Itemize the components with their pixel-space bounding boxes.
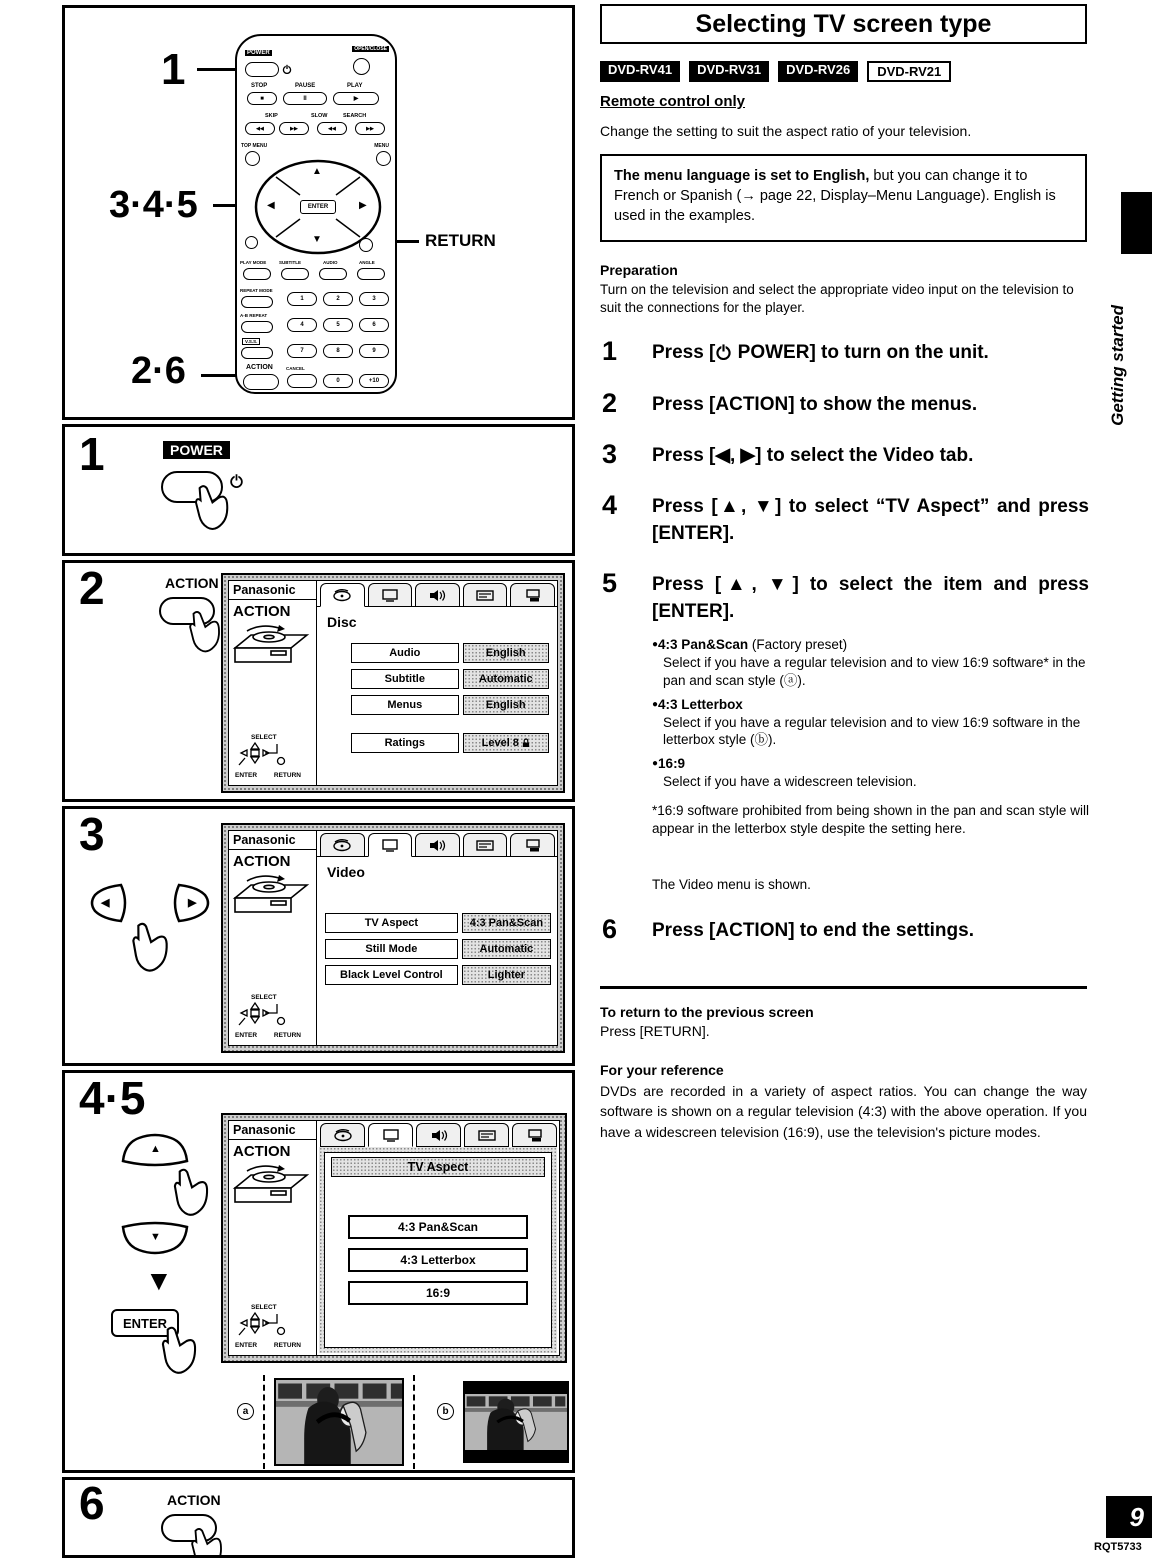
others-icon (523, 589, 543, 602)
tab-bar (320, 1123, 557, 1147)
aspect-dialog-title: TV Aspect (331, 1157, 545, 1177)
power-icon (715, 343, 732, 360)
select-label: SELECT (251, 1304, 277, 1311)
step-5-options (652, 636, 1089, 791)
right-icon: ▶ (188, 897, 197, 909)
aspect-dialog-frame (319, 1147, 557, 1353)
row-value: Level 8 (463, 733, 549, 753)
return-button[interactable] (359, 238, 373, 252)
aspect-option[interactable]: 4:3 Letterbox (348, 1248, 528, 1272)
others-icon (525, 1129, 545, 1142)
display-icon (477, 1129, 497, 1142)
digit-label: 4 (300, 322, 304, 328)
nav-left-icon[interactable]: ◀ (267, 200, 275, 211)
speaker-icon (427, 839, 447, 852)
row-label: Audio (351, 643, 459, 663)
digit-1-button[interactable] (287, 292, 317, 306)
row-label: TV Aspect (325, 913, 458, 933)
tab-disc[interactable] (320, 1123, 365, 1147)
step-panel-3 (62, 806, 575, 1066)
step-5-number: 5 (602, 568, 618, 598)
tab-others[interactable] (510, 583, 555, 607)
monitor-icon (380, 839, 400, 852)
step-4-number: 4 (602, 490, 618, 520)
skip-label: SKIP (265, 113, 278, 119)
dvd-player-icon (229, 873, 313, 919)
play-mode-button[interactable] (243, 268, 271, 280)
enter-label: ENTER (235, 772, 258, 779)
step-2-number: 2 (602, 388, 618, 418)
digit-9-button[interactable] (359, 344, 389, 358)
display-icon (475, 839, 495, 852)
row-value: Automatic (462, 939, 551, 959)
angle-label: ANGLE (359, 260, 375, 265)
tab-bar (320, 583, 555, 607)
digit-5-button[interactable] (323, 318, 353, 332)
aspect-option[interactable]: 16:9 (348, 1281, 528, 1305)
slow-label: SLOW (311, 113, 328, 119)
step-4-text: Press [▲, ▼] to select “TV Aspect” and press [ENTER]. (652, 496, 1089, 544)
digit-7-button[interactable] (287, 344, 317, 358)
digit-label: 7 (300, 348, 304, 354)
row-label: Still Mode (325, 939, 458, 959)
skip-back-icon: ◀◀ (256, 125, 264, 132)
callout-26-line (201, 374, 237, 377)
monitor-icon (381, 1129, 401, 1142)
tv-left-panel (229, 831, 317, 1045)
reference-heading: For your reference (600, 1062, 724, 1078)
ab-repeat-label: A-B REPEAT (240, 313, 268, 318)
row-value: Lighter (462, 965, 551, 985)
option-body: Select if you have a widescreen television. (663, 774, 917, 790)
play-button[interactable] (333, 92, 379, 105)
step-3-number: 3 (602, 439, 618, 469)
down-icon: ▼ (150, 1231, 161, 1243)
tv-left-panel (229, 1121, 317, 1355)
digit-label: 2 (336, 296, 340, 302)
step-1-post: ] to turn on the unit. (809, 342, 989, 363)
brand-logo: Panasonic (229, 1121, 316, 1140)
stop-icon: ■ (260, 95, 264, 102)
play-icon: ▶ (353, 96, 359, 102)
tv-menu-label: ACTION (233, 853, 291, 870)
digit-label: 3 (372, 296, 376, 302)
tab-display[interactable] (463, 833, 508, 857)
digit-label: 9 (372, 348, 376, 354)
option-item (652, 696, 1089, 750)
cancel-button[interactable] (287, 374, 317, 388)
skip-fwd-button[interactable] (279, 122, 309, 135)
return-label: RETURN (273, 1342, 301, 1349)
digit-label: 5 (336, 322, 340, 328)
language-note-box (600, 154, 1087, 242)
menu-row[interactable] (351, 733, 549, 753)
document-code: RQT5733 (1094, 1541, 1142, 1553)
disc-heading: Disc (327, 614, 357, 630)
reference-body: DVDs are recorded in a variety of aspect ratios. You can change the way software is shown on a regular television (4:3) with the above operation. If you have a widescreen television (16:9), use the television's picture modes. (600, 1083, 1087, 1140)
tab-bar (320, 833, 555, 857)
tab-display[interactable] (463, 583, 508, 607)
note-rest: but you can change it to French or Spanish (→ page 22, Display–Menu Language). English is used in the examples. (614, 168, 1056, 224)
tv-left-panel (229, 581, 317, 785)
disc-icon (333, 1129, 353, 1142)
tv-menu-label: ACTION (233, 603, 291, 620)
lock-icon (522, 738, 530, 748)
footnote-text: *16:9 software prohibited from being shown in the pan and scan style will appear in the letterbox style despite the setting here. (652, 803, 1089, 836)
return-note-body: Press [RETURN]. (600, 1023, 710, 1039)
speaker-icon (429, 1129, 449, 1142)
select-enter-return-diagram (235, 994, 313, 1039)
row-label: Subtitle (351, 669, 459, 689)
couple-photo (465, 1394, 567, 1450)
finger-icon (122, 918, 175, 981)
remote-control (235, 34, 397, 394)
step-5-text: Press [▲, ▼] to select the item and press [ENTER]. (652, 574, 1089, 622)
menu-row[interactable] (325, 913, 551, 933)
chapter-label (1108, 250, 1128, 480)
pause-label: PAUSE (295, 83, 316, 89)
step-6-number: 6 (602, 914, 618, 944)
repeat-mode-label: REPEAT MODE (240, 288, 273, 293)
video-menu-shown-text: The Video menu is shown. (652, 877, 811, 892)
tv-right-panel (317, 1121, 559, 1355)
fig-a-label: a (237, 1403, 254, 1420)
skip-fwd-icon: ▶▶ (290, 125, 298, 132)
power-label: POWER (247, 50, 270, 56)
nav-down-icon[interactable]: ▼ (312, 234, 322, 245)
fig-b-label: b (437, 1403, 454, 1420)
preparation-body: Turn on the television and select the appropriate video input on the television to suit the connections for the player. (600, 282, 1074, 315)
digit-label: 1 (300, 296, 304, 302)
return-label: RETURN (273, 772, 301, 779)
callout-return: RETURN (425, 231, 496, 250)
digit-6-button[interactable] (359, 318, 389, 332)
remote-diagram-box (62, 5, 575, 420)
remote-only-subhead: Remote control only (600, 93, 746, 110)
tv-screen-video (221, 823, 565, 1053)
stop-label: STOP (251, 83, 268, 89)
option-note: (Factory preset) (748, 637, 848, 652)
chapter-label-text: Getting started (1108, 304, 1127, 426)
option-head: 4:3 Letterbox (658, 696, 743, 712)
row-value: English (463, 695, 549, 715)
repeat-mode-button[interactable] (241, 296, 273, 308)
audio-button[interactable] (319, 268, 347, 280)
select-label: SELECT (251, 994, 277, 1001)
option-head: 16:9 (658, 756, 686, 772)
pan-scan-figure (263, 1375, 415, 1469)
digit-8-button[interactable] (323, 344, 353, 358)
enter-label: ENTER (235, 1342, 258, 1349)
row-label: Ratings (351, 733, 459, 753)
digit-2-button[interactable] (323, 292, 353, 306)
slow-search-back-button[interactable] (317, 122, 347, 135)
step-panel-2 (62, 560, 575, 802)
digit-label: +10 (368, 378, 380, 384)
couple-photo (276, 1380, 404, 1464)
vss-label: V.S.S. (242, 338, 260, 345)
tab-others[interactable] (512, 1123, 557, 1147)
power-badge: POWER (163, 441, 230, 459)
callout-345: 3·4·5 (109, 184, 198, 226)
left-icon: ◀ (101, 897, 110, 909)
search-label: SEARCH (343, 113, 367, 119)
digit-3-button[interactable] (359, 292, 389, 306)
disc-icon (332, 589, 352, 602)
callout-1-line (197, 68, 239, 71)
subtitle-button[interactable] (281, 268, 309, 280)
return-note-heading: To return to the previous screen (600, 1004, 814, 1020)
step-panel-45 (62, 1070, 575, 1473)
tab-divider (317, 856, 557, 857)
power-icon (282, 64, 292, 74)
aux-round-button[interactable] (245, 236, 258, 249)
model-badge-outline: DVD-RV21 (867, 61, 951, 82)
menu-row[interactable] (351, 695, 549, 715)
action-key-label: ACTION (165, 575, 219, 591)
tab-audio[interactable] (415, 583, 460, 607)
preparation-heading: Preparation (600, 262, 678, 278)
digit-4-button[interactable] (287, 318, 317, 332)
menu-row[interactable] (351, 669, 549, 689)
menu-row[interactable] (351, 643, 549, 663)
digit-label: 8 (336, 348, 340, 354)
cursor-cross-icon (235, 1001, 301, 1027)
ffwd-icon: ▶▶ (366, 125, 374, 132)
slow-search-fwd-button[interactable] (355, 122, 385, 135)
panel-6-number: 6 (79, 1477, 105, 1529)
pause-button[interactable] (283, 92, 327, 105)
option-body: Select if you have a regular television and to view 16:9 software* in the pan and scan style (ⓐ). (663, 655, 1086, 688)
callout-26: 2·6 (131, 350, 186, 392)
row-label: Black Level Control (325, 965, 458, 985)
action-button[interactable] (243, 374, 279, 390)
option-body: Select if you have a regular television and to view 16:9 software in the letterbox style (ⓑ). (663, 714, 1081, 748)
tab-video[interactable] (368, 1123, 413, 1147)
play-mode-label: PLAY MODE (240, 260, 267, 265)
skip-back-button[interactable] (245, 122, 275, 135)
digit-label: 6 (372, 322, 376, 328)
tab-video[interactable] (368, 833, 413, 857)
finger-icon (165, 1164, 216, 1224)
enter-key[interactable]: ENTER (111, 1309, 179, 1337)
vss-button[interactable] (241, 347, 273, 359)
angle-button[interactable] (357, 268, 385, 280)
tv-menu-label: ACTION (233, 1143, 291, 1160)
step-2-text: Press [ACTION] to show the menus. (652, 394, 978, 415)
tab-disc[interactable] (320, 583, 365, 607)
tv-screen-disc (221, 573, 565, 793)
callout-1: 1 (161, 45, 186, 94)
bullet-icon: ● (652, 698, 659, 710)
video-heading: Video (327, 864, 365, 880)
menu-row[interactable] (325, 939, 551, 959)
finger-icon (153, 1322, 204, 1382)
letterbox-figure (463, 1381, 569, 1463)
enter-button[interactable]: ENTER (300, 200, 336, 214)
nav-up-icon[interactable]: ▲ (312, 166, 322, 177)
power-button[interactable] (245, 62, 279, 77)
option-item (652, 636, 1089, 690)
open-close-button[interactable] (353, 58, 370, 75)
then-arrow-icon: ▼ (145, 1265, 173, 1296)
power-icon (229, 473, 244, 488)
subtitle-label: SUBTITLE (279, 260, 301, 265)
bullet-icon: ● (652, 758, 659, 770)
brand-logo: Panasonic (229, 831, 316, 850)
section-divider (600, 986, 1087, 989)
open-close-label: OPEN/CLOSE (354, 46, 387, 52)
select-enter-return-diagram (235, 734, 313, 779)
digit-plus10-button[interactable] (359, 374, 389, 388)
action-key-label: ACTION (167, 1492, 221, 1508)
page-number-box: 9 (1106, 1496, 1152, 1538)
note-bold: The menu language is set to English, (614, 168, 870, 184)
action-label: ACTION (246, 364, 273, 371)
step-1-pre: Press [ (652, 342, 716, 363)
page-title: Selecting TV screen type (600, 4, 1087, 44)
row-value: 4:3 Pan&Scan (462, 913, 551, 933)
menu-row[interactable] (325, 965, 551, 985)
enter-label: ENTER (235, 1032, 258, 1039)
play-label: PLAY (347, 83, 363, 89)
panel-45-number: 4·5 (79, 1072, 146, 1124)
up-icon: ▲ (150, 1143, 161, 1155)
tab-disc[interactable] (320, 833, 365, 857)
ab-repeat-button[interactable] (241, 321, 273, 333)
intro-text: Change the setting to suit the aspect ratio of your television. (600, 123, 972, 139)
top-menu-label: TOP MENU (241, 143, 268, 149)
panel-1-number: 1 (79, 428, 105, 480)
aspect-option[interactable]: 4:3 Pan&Scan (348, 1215, 528, 1239)
dvd-player-icon (229, 623, 313, 669)
return-label: RETURN (273, 1032, 301, 1039)
tab-others[interactable] (510, 833, 555, 857)
select-label: SELECT (251, 734, 277, 741)
others-icon (523, 839, 543, 852)
tv-screen-aspect (221, 1113, 567, 1363)
option-item (652, 755, 1089, 791)
rew-icon: ◀◀ (328, 125, 336, 132)
tab-video[interactable] (368, 583, 413, 607)
option-head: 4:3 Pan&Scan (658, 637, 749, 652)
cancel-label: CANCEL (286, 366, 305, 371)
tab-audio[interactable] (416, 1123, 461, 1147)
select-enter-return-diagram (235, 1304, 313, 1349)
dvd-player-icon (229, 1163, 313, 1209)
speaker-icon (427, 589, 447, 602)
model-badge: DVD-RV26 (778, 61, 858, 82)
menu-label: MENU (374, 143, 389, 149)
panel-3-number: 3 (79, 808, 105, 860)
panel-2-number: 2 (79, 562, 105, 614)
model-badges (600, 61, 1087, 82)
model-badge: DVD-RV41 (600, 61, 680, 82)
cursor-cross-icon (235, 741, 301, 767)
monitor-icon (380, 589, 400, 602)
tv-right-panel (317, 831, 557, 1045)
row-label: Menus (351, 695, 459, 715)
tab-audio[interactable] (415, 833, 460, 857)
tab-display[interactable] (464, 1123, 509, 1147)
step-panel-1 (62, 424, 575, 556)
cursor-cross-icon (235, 1311, 301, 1337)
tv-right-panel (317, 581, 557, 785)
digit-0-button[interactable] (323, 374, 353, 388)
stop-button[interactable] (247, 92, 277, 105)
step-6-text: Press [ACTION] to end the settings. (652, 920, 974, 941)
row-value: English (463, 643, 549, 663)
step-1-key: POWER (737, 342, 810, 363)
row-value: Automatic (463, 669, 549, 689)
step-1-number: 1 (602, 336, 618, 366)
step-3-text: Press [◀, ▶] to select the Video tab. (652, 445, 974, 466)
step-panel-6 (62, 1477, 575, 1558)
chapter-tab-marker (1121, 192, 1152, 254)
digit-label: 0 (336, 378, 340, 384)
pause-icon: II (303, 95, 307, 102)
disc-icon (332, 839, 352, 852)
model-badge: DVD-RV31 (689, 61, 769, 82)
bullet-icon: ● (652, 639, 659, 650)
display-icon (475, 589, 495, 602)
step-1-text (652, 340, 1089, 367)
nav-right-icon[interactable]: ▶ (359, 200, 367, 211)
brand-logo: Panasonic (229, 581, 316, 600)
audio-label: AUDIO (323, 260, 338, 265)
